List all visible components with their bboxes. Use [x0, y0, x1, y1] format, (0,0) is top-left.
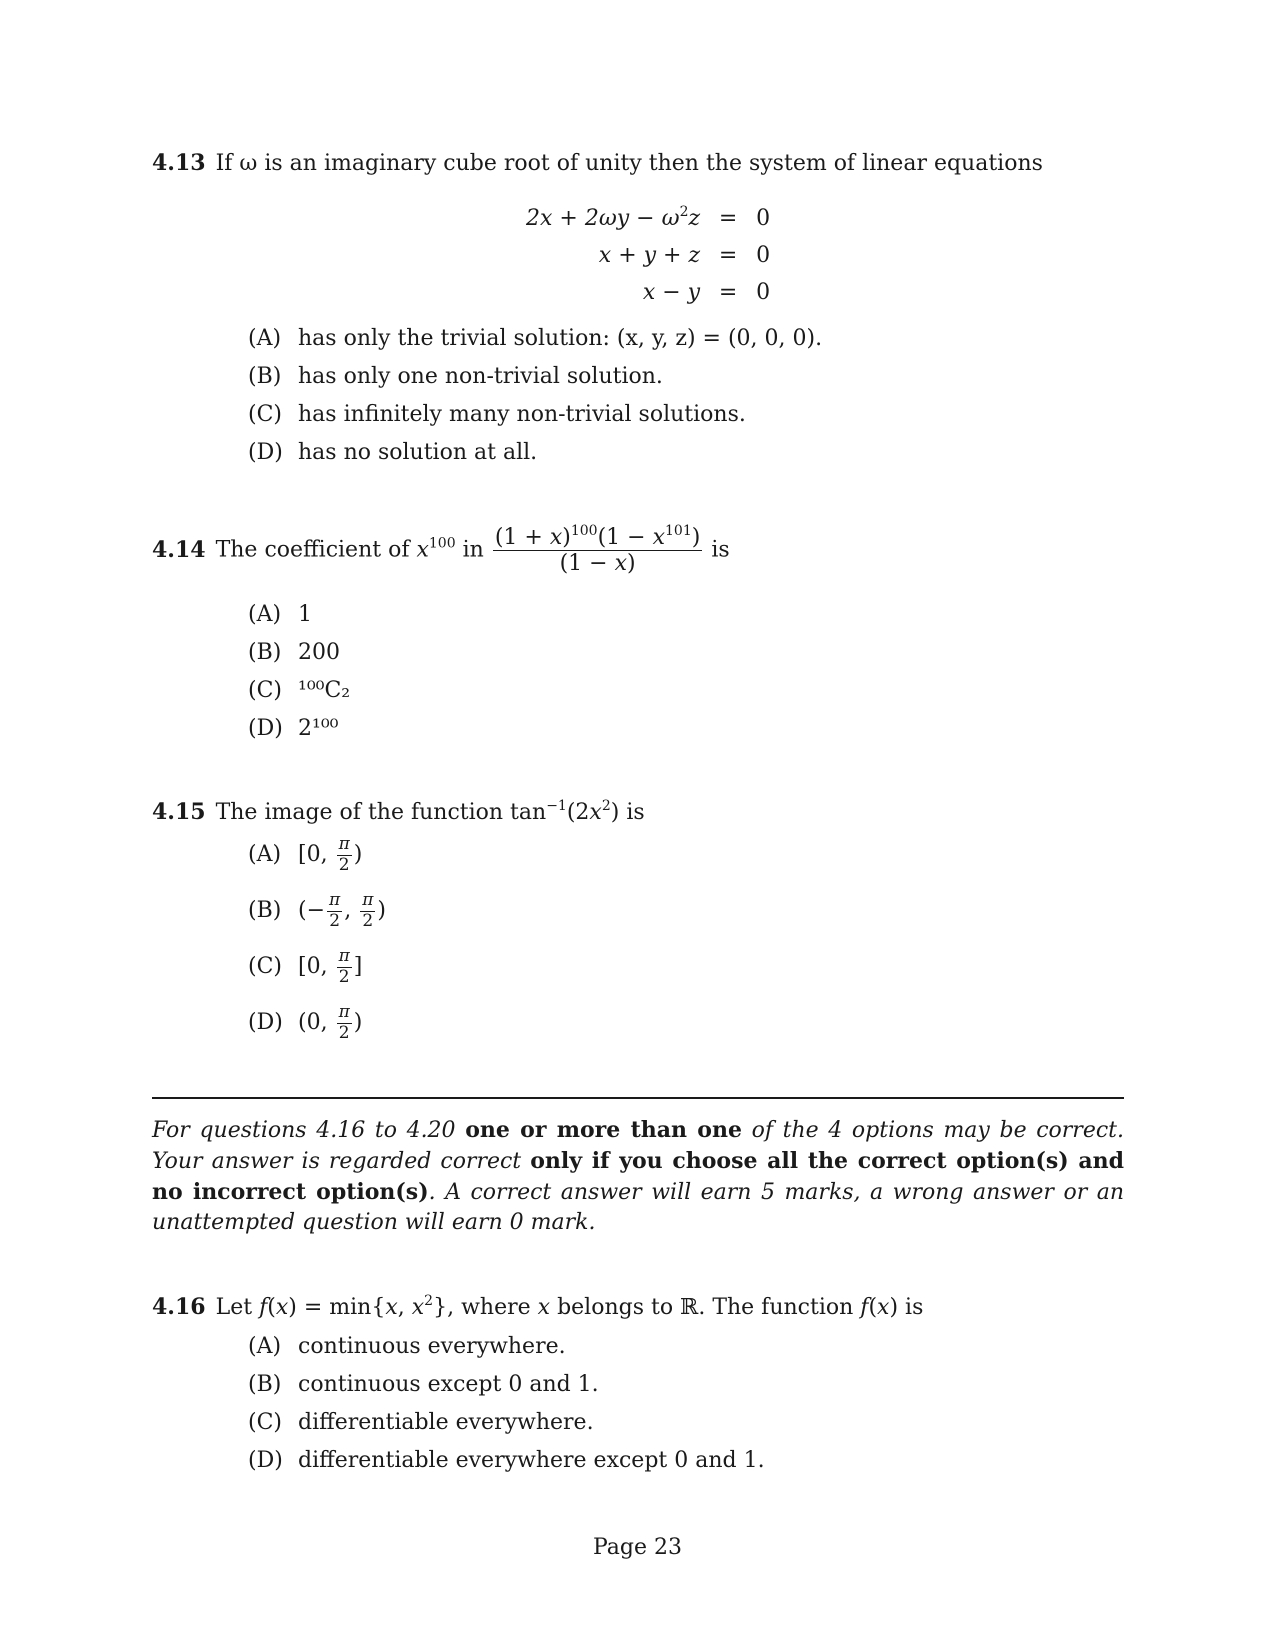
fraction: $\frac{(1 + x)^{100}(1 - x^{101})}{(1 - x)}$: [494, 523, 701, 577]
option-b[interactable]: (B) 200: [248, 640, 340, 665]
option-b[interactable]: (B) has only one non-trivial solution.: [248, 364, 663, 389]
equation-row: x − y = 0: [642, 280, 771, 305]
question-number: 4.13: [152, 150, 206, 176]
question-4-13-stem: [152, 150, 1043, 176]
option-c[interactable]: (C) ¹⁰⁰C₂: [248, 678, 351, 703]
equation-row: x + y + z = 0: [598, 243, 771, 268]
option-d[interactable]: (D) has no solution at all.: [248, 440, 538, 465]
question-4-14-stem: 4.14 The coefficient of $x^{100}$ in $\frac{(1 + x)^{100}(1 - x^{101})}{(1 - x)}$ is: [152, 523, 730, 577]
question-text: If ω is an imaginary cube root of unity then the system of linear equations: [215, 151, 1043, 176]
question-number: 4.16: [152, 1294, 206, 1320]
page-number: Page 23: [592, 1535, 683, 1560]
option-a[interactable]: (A) continuous everywhere.: [248, 1334, 566, 1359]
instructions-paragraph: For questions 4.16 to 4.20 one or more than one of the 4 options may be correct. Your answer is regarded correct only if you choose all the correct option(s) and no incorrect option(s). A correct answer will earn 5 marks, a wrong answer or an unattempted question will earn 0 mark.: [152, 1117, 1124, 1235]
option-a[interactable]: (A) has only the trivial solution: (x, y, z) = (0, 0, 0).: [248, 326, 823, 351]
option-d[interactable]: (D) 2¹⁰⁰: [248, 716, 339, 741]
question-number: 4.15: [152, 799, 206, 825]
option-c[interactable]: (C) [0, $\frac{\pi}{2}$ ]: [248, 946, 363, 987]
question-number: 4.14: [152, 536, 206, 563]
section-divider: [152, 1097, 1124, 1099]
option-b[interactable]: (B) (− $\frac{\pi}{2}$ , $\frac{\pi}{2}$ ): [248, 890, 386, 931]
question-4-15-stem: 4.15 The image of the function $\tan^{-1}(2x^2)$ is: [152, 798, 645, 825]
equation-row: $2x + 2\omega y - \omega^2z$ = 0: [526, 204, 771, 231]
option-c[interactable]: (C) has infinitely many non-trivial solutions.: [248, 402, 746, 427]
option-a[interactable]: (A) [0, $\frac{\pi}{2}$ ): [248, 834, 363, 875]
equation-system: [520, 200, 776, 311]
option-c[interactable]: (C) differentiable everywhere.: [248, 1410, 594, 1435]
option-b[interactable]: (B) continuous except 0 and 1.: [248, 1372, 599, 1397]
question-4-16-stem: 4.16 Let f(x) = min{x, $x^2$}, where x belongs to ℝ. The function f(x) is: [152, 1293, 924, 1320]
option-d[interactable]: (D) (0, $\frac{\pi}{2}$ ): [248, 1002, 363, 1043]
option-d[interactable]: (D) differentiable everywhere except 0 and 1.: [248, 1448, 765, 1473]
option-a[interactable]: (A) 1: [248, 602, 312, 627]
